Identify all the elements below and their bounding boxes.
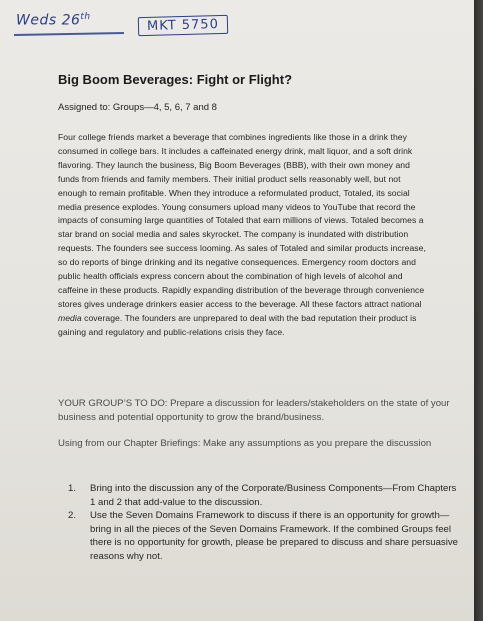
chapter-briefings-instruction: Using from our Chapter Briefings: Make any assumptions as you prepare the discussion [58, 438, 432, 449]
list-item-text: Use the Seven Domains Framework to discuss if there is an opportunity for growth—bring in all the pieces of the Seven Domains Framework. If the combined Groups feel there is no opportunity for growth, please be prepared to discuss and share persuasive reasons why not. [90, 510, 458, 562]
case-description [58, 131, 428, 340]
handwritten-underline [14, 32, 124, 36]
list-item-number: 2. [68, 510, 77, 522]
document-title: Big Boom Beverages: Fight or Flight? [58, 72, 293, 87]
case-description-part-2: coverage. The founders are unprepared to deal with the bad reputation their product is gaining and regulatory and public-relations crisis they face. [58, 312, 417, 337]
case-description-italic-word: media [58, 312, 82, 323]
case-description-part-1: Four college friends market a beverage that combines ingredients like those in a drink they consumed in college bars. It includes a caffeinated energy drink, malt liquor, and a soft drink flavoring. They launch the business, Big Boom Beverages (BBB), with their own money and funds from friends and family members. Their initial product sells reasonably well, but not enough to remain profitable. When they introduce a reformulated product, Totaled, its social media presence explodes. Young consumers upload many videos to YouTube that record the impacts of consuming large quantities of Totaled that earn millions of views. Totaled becomes a star brand on social media and sales skyrocket. The company is inundated with distribution requests. The founders see success looming. As sales of Totaled and similar products increase, so do reports of binge drinking and its negative consequences. Emergency room doctors and public health officials express concern about the combination of high levels of alcohol and caffeine in these products. Rapidly expanding distribution of the beverage through convenience stores gives underage drinkers easier access to the beverage. All these factors attract national [58, 132, 426, 309]
assigned-to-line: Assigned to: Groups—4, 5, 6, 7 and 8 [58, 102, 217, 113]
list-item [56, 509, 458, 563]
group-todo: YOUR GROUP’S TO DO: Prepare a discussion for leaders/stakeholders on the state of your business and potential opportunity to grow the brand/business. [58, 398, 450, 423]
handwritten-date [16, 12, 91, 29]
background-edge [474, 0, 483, 621]
steps-list [56, 482, 458, 564]
list-item-number: 1. [68, 483, 77, 494]
list-item-text: Bring into the discussion any of the Corporate/Business Components—From Chapters 1 and 2 that add-value to the discussion. [90, 483, 457, 508]
handwritten-course-box: MKT 5750 [138, 15, 228, 36]
list-item [56, 482, 458, 509]
handwritten-date-text: Weds 26 [16, 12, 81, 29]
handwritten-date-suffix: th [80, 12, 91, 22]
